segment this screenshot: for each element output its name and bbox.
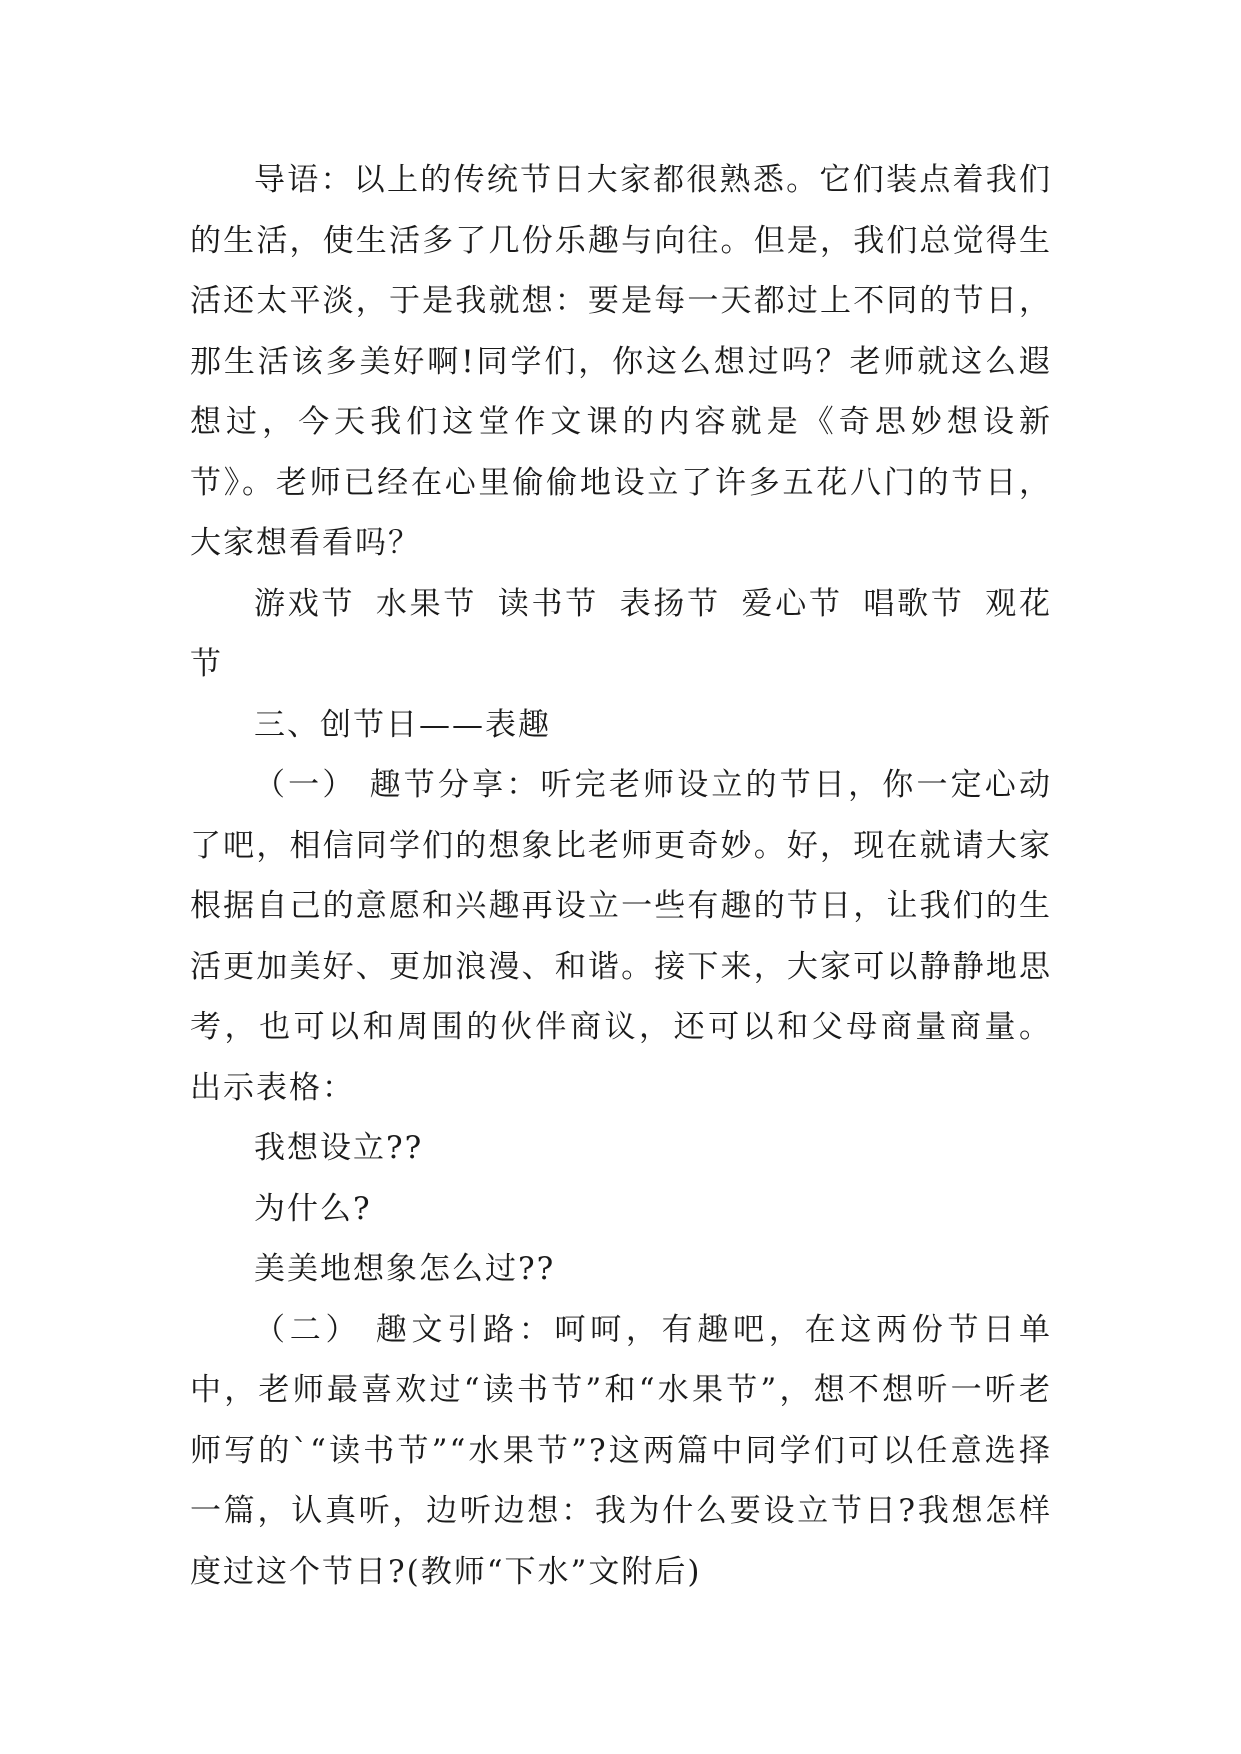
guide-paragraph: （二） 趣文引路：呵呵，有趣吧，在这两份节日单中，老师最喜欢过“读书节”和“水果节”，想不想听一听老师写的`“读书节”“水果节”?这两篇中同学们可以任意选择一篇，认真听，边听边想：我为什么要设立节日?我想怎样度过这个节日?(教师“下水”文附后) — [190, 1311, 1052, 1590]
section-heading: 三、创节日——表趣 — [254, 706, 551, 743]
sharing-paragraph: （一） 趣节分享：听完老师设立的节日，你一定心动了吧，相信同学们的想象比老师更奇妙。好，现在就请大家根据自己的意愿和兴趣再设立一些有趣的节日，让我们的生活更加美好、更加浪漫、和谐。接下来，大家可以静静地思考，也可以和周围的伙伴商议，还可以和父母商量商量。 出示表格： — [190, 767, 1052, 1106]
intro-paragraph: 导语：以上的传统节日大家都很熟悉。它们装点着我们的生活，使生活多了几份乐趣与向往。但是，我们总觉得生活还太平淡，于是我就想：要是每一天都过上不同的节日，那生活该多美好啊!同学们，你这么想过吗？老师就这么遐想过，今天我们这堂作文课的内容就是《奇思妙想设新节》。老师已经在心里偷偷地设立了许多五花八门的节日，大家想看看吗？ — [190, 162, 1052, 561]
festival-list: 游戏节 水果节 读书节 表扬节 爱心节 唱歌节 观花节 — [190, 585, 1052, 682]
table-line-2: 为什么? — [254, 1190, 372, 1227]
document-body — [190, 150, 1052, 1602]
table-line-1: 我想设立?? — [254, 1130, 424, 1166]
table-line-3: 美美地想象怎么过?? — [254, 1251, 556, 1287]
